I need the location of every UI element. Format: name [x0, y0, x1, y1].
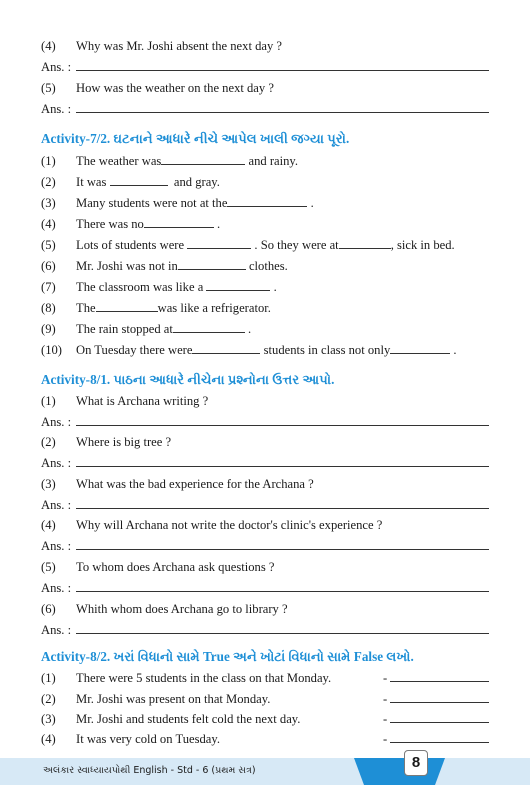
statement-text: Mr. Joshi was present on that Monday.: [76, 692, 271, 706]
blank-line[interactable]: [144, 215, 214, 228]
question-number: (4): [41, 518, 56, 532]
true-false-row: [0, 669, 530, 687]
question-text: To whom does Archana ask questions ?: [76, 560, 275, 574]
answer-line[interactable]: [76, 591, 489, 592]
item-number: (6): [41, 259, 56, 273]
answer-row: [0, 621, 530, 639]
statement-text: There were 5 students in the class on that Monday.: [76, 671, 332, 685]
answer-line[interactable]: [76, 508, 489, 509]
true-false-row: [0, 710, 530, 728]
item-number: (2): [41, 175, 56, 189]
page-number: 8: [404, 750, 428, 776]
answer-row: [0, 496, 530, 514]
item-text: .: [310, 196, 314, 210]
blank-line[interactable]: [96, 299, 158, 312]
question-row: [0, 79, 530, 97]
fill-blank-row: [0, 236, 530, 254]
fill-blank-row: [0, 152, 530, 170]
answer-label: Ans. :: [41, 539, 72, 553]
question-number: (3): [41, 477, 56, 491]
question-row: [0, 558, 530, 576]
dash: -: [383, 712, 388, 726]
item-text: The classroom was like a: [76, 280, 204, 294]
answer-line[interactable]: [76, 112, 489, 113]
question-row: [0, 516, 530, 534]
question-text: How was the weather on the next day ?: [76, 81, 274, 95]
item-text: and rainy.: [248, 154, 299, 168]
item-text: .: [453, 343, 457, 357]
question-number: (5): [41, 560, 56, 574]
answer-line[interactable]: [390, 681, 489, 682]
item-number: (8): [41, 301, 56, 315]
answer-row: [0, 413, 530, 431]
item-text: was like a refrigerator.: [157, 301, 271, 315]
activity-7-2-heading: Activity-7/2. ઘટનાને આધારે નીચે આપેલ ખાલી જગ્યા પૂરો.: [41, 131, 350, 146]
question-row: [0, 475, 530, 493]
answer-line[interactable]: [76, 633, 489, 634]
item-text: and gray.: [173, 175, 220, 189]
item-text: . So they were at: [254, 238, 339, 252]
answer-line[interactable]: [76, 425, 489, 426]
blank-line[interactable]: [206, 278, 270, 291]
answer-label: Ans. :: [41, 456, 72, 470]
item-number: (9): [41, 322, 56, 336]
dash: -: [383, 671, 388, 685]
fill-blank-row: [0, 194, 530, 212]
question-row: [0, 392, 530, 410]
question-number: (5): [41, 81, 56, 95]
answer-row: [0, 58, 530, 76]
question-number: (6): [41, 602, 56, 616]
fill-blank-row: [0, 173, 530, 191]
fill-blank-row: [0, 320, 530, 338]
item-number: (2): [41, 692, 56, 706]
question-row: [0, 37, 530, 55]
footer-book-title: અલંકાર સ્વાધ્યાયપોથી English - Std - 6 (પ્રથમ સત્ર): [43, 765, 256, 776]
dash: -: [383, 732, 388, 746]
activity-8-1-heading: Activity-8/1. પાઠના આધારે નીચેના પ્રશ્નોના ઉત્તર આપો.: [41, 372, 335, 387]
question-number: (2): [41, 435, 56, 449]
fill-blank-row: [0, 215, 530, 233]
question-text: Why will Archana not write the doctor's clinic's experience ?: [76, 518, 383, 532]
item-number: (7): [41, 280, 56, 294]
true-false-row: [0, 730, 530, 748]
item-text: students in class not only: [263, 343, 391, 357]
item-text: On Tuesday there were: [76, 343, 193, 357]
blank-line[interactable]: [110, 173, 168, 186]
item-text: The rain stopped at: [76, 322, 173, 336]
item-number: (4): [41, 732, 56, 746]
blank-line[interactable]: [178, 257, 246, 270]
question-text: Whith whom does Archana go to library ?: [76, 602, 288, 616]
question-text: Where is big tree ?: [76, 435, 172, 449]
blank-line[interactable]: [173, 320, 245, 333]
fill-blank-row: [0, 299, 530, 317]
item-number: (4): [41, 217, 56, 231]
blank-line[interactable]: [390, 341, 450, 354]
fill-blank-row: [0, 257, 530, 275]
answer-label: Ans. :: [41, 623, 72, 637]
activity-8-2-heading: Activity-8/2. ખરાં વિધાનો સામે True અને ખોટાં વિધાનો સામે False લખો.: [41, 649, 414, 664]
question-row: [0, 600, 530, 618]
question-number: (1): [41, 394, 56, 408]
answer-line[interactable]: [390, 722, 489, 723]
answer-label: Ans. :: [41, 581, 72, 595]
item-text: .: [217, 217, 221, 231]
answer-line[interactable]: [390, 742, 489, 743]
answer-label: Ans. :: [41, 102, 72, 116]
answer-label: Ans. :: [41, 498, 72, 512]
question-number: (4): [41, 39, 56, 53]
blank-line[interactable]: [187, 236, 251, 249]
item-number: (10): [41, 343, 62, 357]
item-text: The: [76, 301, 96, 315]
question-text: What is Archana writing ?: [76, 394, 209, 408]
blank-line[interactable]: [192, 341, 260, 354]
item-number: (1): [41, 154, 56, 168]
answer-line[interactable]: [76, 70, 489, 71]
question-text: Why was Mr. Joshi absent the next day ?: [76, 39, 283, 53]
answer-row: [0, 537, 530, 555]
blank-line[interactable]: [227, 194, 307, 207]
item-text: The weather was: [76, 154, 162, 168]
blank-line[interactable]: [339, 236, 391, 249]
item-text: Many students were not at the: [76, 196, 228, 210]
item-text: Mr. Joshi was not in: [76, 259, 178, 273]
fill-blank-row: [0, 341, 530, 359]
item-number: (1): [41, 671, 56, 685]
item-text: .: [248, 322, 252, 336]
answer-label: Ans. :: [41, 415, 72, 429]
fill-blank-row: [0, 278, 530, 296]
answer-line[interactable]: [76, 549, 489, 550]
item-number: (3): [41, 196, 56, 210]
true-false-row: [0, 690, 530, 708]
answer-line[interactable]: [390, 702, 489, 703]
item-text: , sick in bed.: [390, 238, 455, 252]
blank-line[interactable]: [161, 152, 245, 165]
item-text: There was no: [76, 217, 144, 231]
answer-row: [0, 579, 530, 597]
answer-line[interactable]: [76, 466, 489, 467]
statement-text: It was very cold on Tuesday.: [76, 732, 220, 746]
item-text: Lots of students were: [76, 238, 185, 252]
item-number: (5): [41, 238, 56, 252]
answer-row: [0, 100, 530, 118]
page-footer: [0, 748, 530, 795]
question-text: What was the bad experience for the Archana ?: [76, 477, 314, 491]
item-number: (3): [41, 712, 56, 726]
item-text: clothes.: [248, 259, 288, 273]
answer-label: Ans. :: [41, 60, 72, 74]
item-text: It was: [76, 175, 107, 189]
dash: -: [383, 692, 388, 706]
answer-row: [0, 454, 530, 472]
statement-text: Mr. Joshi and students felt cold the next day.: [76, 712, 301, 726]
question-row: [0, 433, 530, 451]
item-text: .: [273, 280, 277, 294]
